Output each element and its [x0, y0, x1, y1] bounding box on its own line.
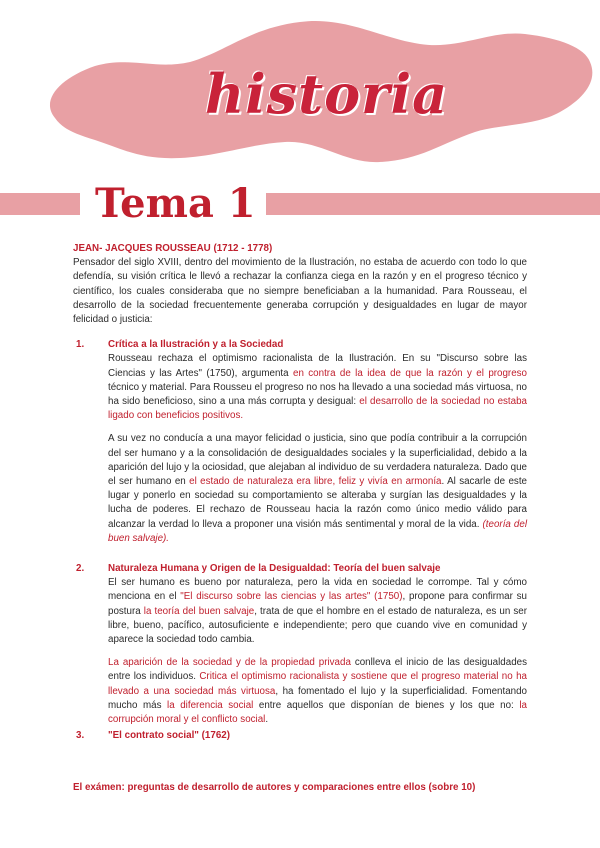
- section-3-heading: [73, 729, 527, 743]
- section-1: [73, 338, 527, 546]
- section-3-title: "El contrato social" (1762): [108, 730, 230, 742]
- highlight-text: en contra de la idea de que la razón y el progreso: [293, 367, 527, 379]
- section-2-title: Naturaleza Humana y Origen de la Desigualdad: Teoría del buen salvaje: [108, 563, 441, 575]
- exam-note: El exámen: preguntas de desarrollo de autores y comparaciones entre ellos (sobre 10): [73, 782, 476, 793]
- section-3: [73, 729, 527, 743]
- section-2-heading: [73, 562, 527, 576]
- section-1-number: 1.: [76, 339, 85, 351]
- author-intro: Pensador del siglo XVIII, dentro del movimiento de la Ilustración, no estaba de acuerdo con todo lo que defendía, su visión crítica le llevó a rechazar la confianza ciega en la razón y en el progreso técnico y científico, los cuales consideraba que no siempre beneficiaban a la humanidad. Para Rousseau, el desarrollo de la sociedad frecuentemente generaba corrupción y desigualdades en lugar de mayor felicidad o justicia:: [73, 257, 527, 326]
- section-1-paragraph-2: [108, 432, 527, 546]
- text-run: técnico y material. Para Rousseu el progreso no nos ha llevado a una sociedad más virtuosa, no ha sido beneficioso, sino a una más corrupta y desigual:: [108, 381, 527, 408]
- highlight-text: la corrupción moral y el conflicto social: [108, 699, 527, 726]
- header-subtitle: Tema 1: [85, 180, 266, 227]
- highlight-text: (teoría del buen salvaje).: [108, 518, 527, 544]
- highlight-text: "El discurso sobre las ciencias y las artes" (1750): [180, 591, 403, 603]
- highlight-text: La aparición de la sociedad y de la propiedad privada: [108, 657, 351, 669]
- text-run: .: [265, 714, 269, 726]
- text-run: conlleva el inicio de las desigualdades entre los individuos.: [108, 657, 527, 683]
- text-run: Rousseau rechaza el optimismo racionalista de la Ilustración. En su "Discurso sobre las Ciencias y las Artes" (1750), argumenta: [108, 353, 527, 379]
- text-run: El ser humano es bueno por naturaleza, pero la vida en sociedad le corrompe. Tal y cómo menciona en el: [108, 577, 527, 603]
- document-body: [73, 242, 527, 744]
- author-heading: JEAN- JACQUES ROUSSEAU (1712 - 1778): [73, 243, 273, 254]
- highlight-text: Critica el optimismo racionalista y sostiene que el progreso material no ha llevado a una sociedad más virtuosa: [108, 671, 528, 697]
- text-run: A su vez no conducía a una mayor felicidad o justicia, sino que podía contribuir a la corrupción del ser humano y a la consolidación de desigualdades sociales y la superficialidad, debido a la aparición del lujo y la ociosidad, que alejaban al individuo de su verdadera naturaleza. Dado que el ser humano en: [108, 433, 527, 488]
- text-run: . Al sacarle de este lugar y ponerlo en sociedad su comportamiento se alteraba y surgían las desigualdades y la lucha de poderes. El rechazo de Rousseau hacia la razón como único medio válido para alcanzar la verdad lo lleva a proponer una visión más sentimental y moral de la vida.: [108, 476, 527, 530]
- highlight-text: el desarrollo de la sociedad no estaba ligado con beneficios positivos.: [108, 396, 528, 422]
- text-run: , propone para confirmar su postura: [108, 591, 527, 617]
- text-run: entre aquellos que disponían de bienes y los que no:: [253, 699, 520, 711]
- section-1-paragraph-1: [108, 352, 527, 423]
- highlight-text: la diferencia social: [167, 699, 254, 711]
- highlight-text: el estado de naturaleza era libre, feliz y vivía en armonía: [189, 476, 442, 488]
- section-1-title: Crítica a la Ilustración y a la Sociedad: [108, 339, 284, 351]
- section-2: [73, 562, 527, 727]
- section-2-paragraph-2: [108, 656, 527, 727]
- header-title: historia: [205, 62, 449, 126]
- text-run: , trata de que el hombre en el estado de naturaleza, es un ser libre, bueno, pacífico, autosuficiente e independiente; pero que cuando vive en comunidad y aparece la sociedad todo cambia.: [108, 605, 527, 646]
- text-run: , ha fomentado el lujo y la superficialidad. Fomentando mucho más: [108, 685, 527, 711]
- section-1-heading: [73, 338, 527, 352]
- tema-band-right: [215, 193, 600, 215]
- tema-band-left: [0, 193, 80, 215]
- section-2-number: 2.: [76, 563, 85, 575]
- section-2-paragraph-1: [108, 576, 527, 647]
- section-3-number: 3.: [76, 730, 85, 742]
- highlight-text: la teoría del buen salvaje: [143, 605, 255, 617]
